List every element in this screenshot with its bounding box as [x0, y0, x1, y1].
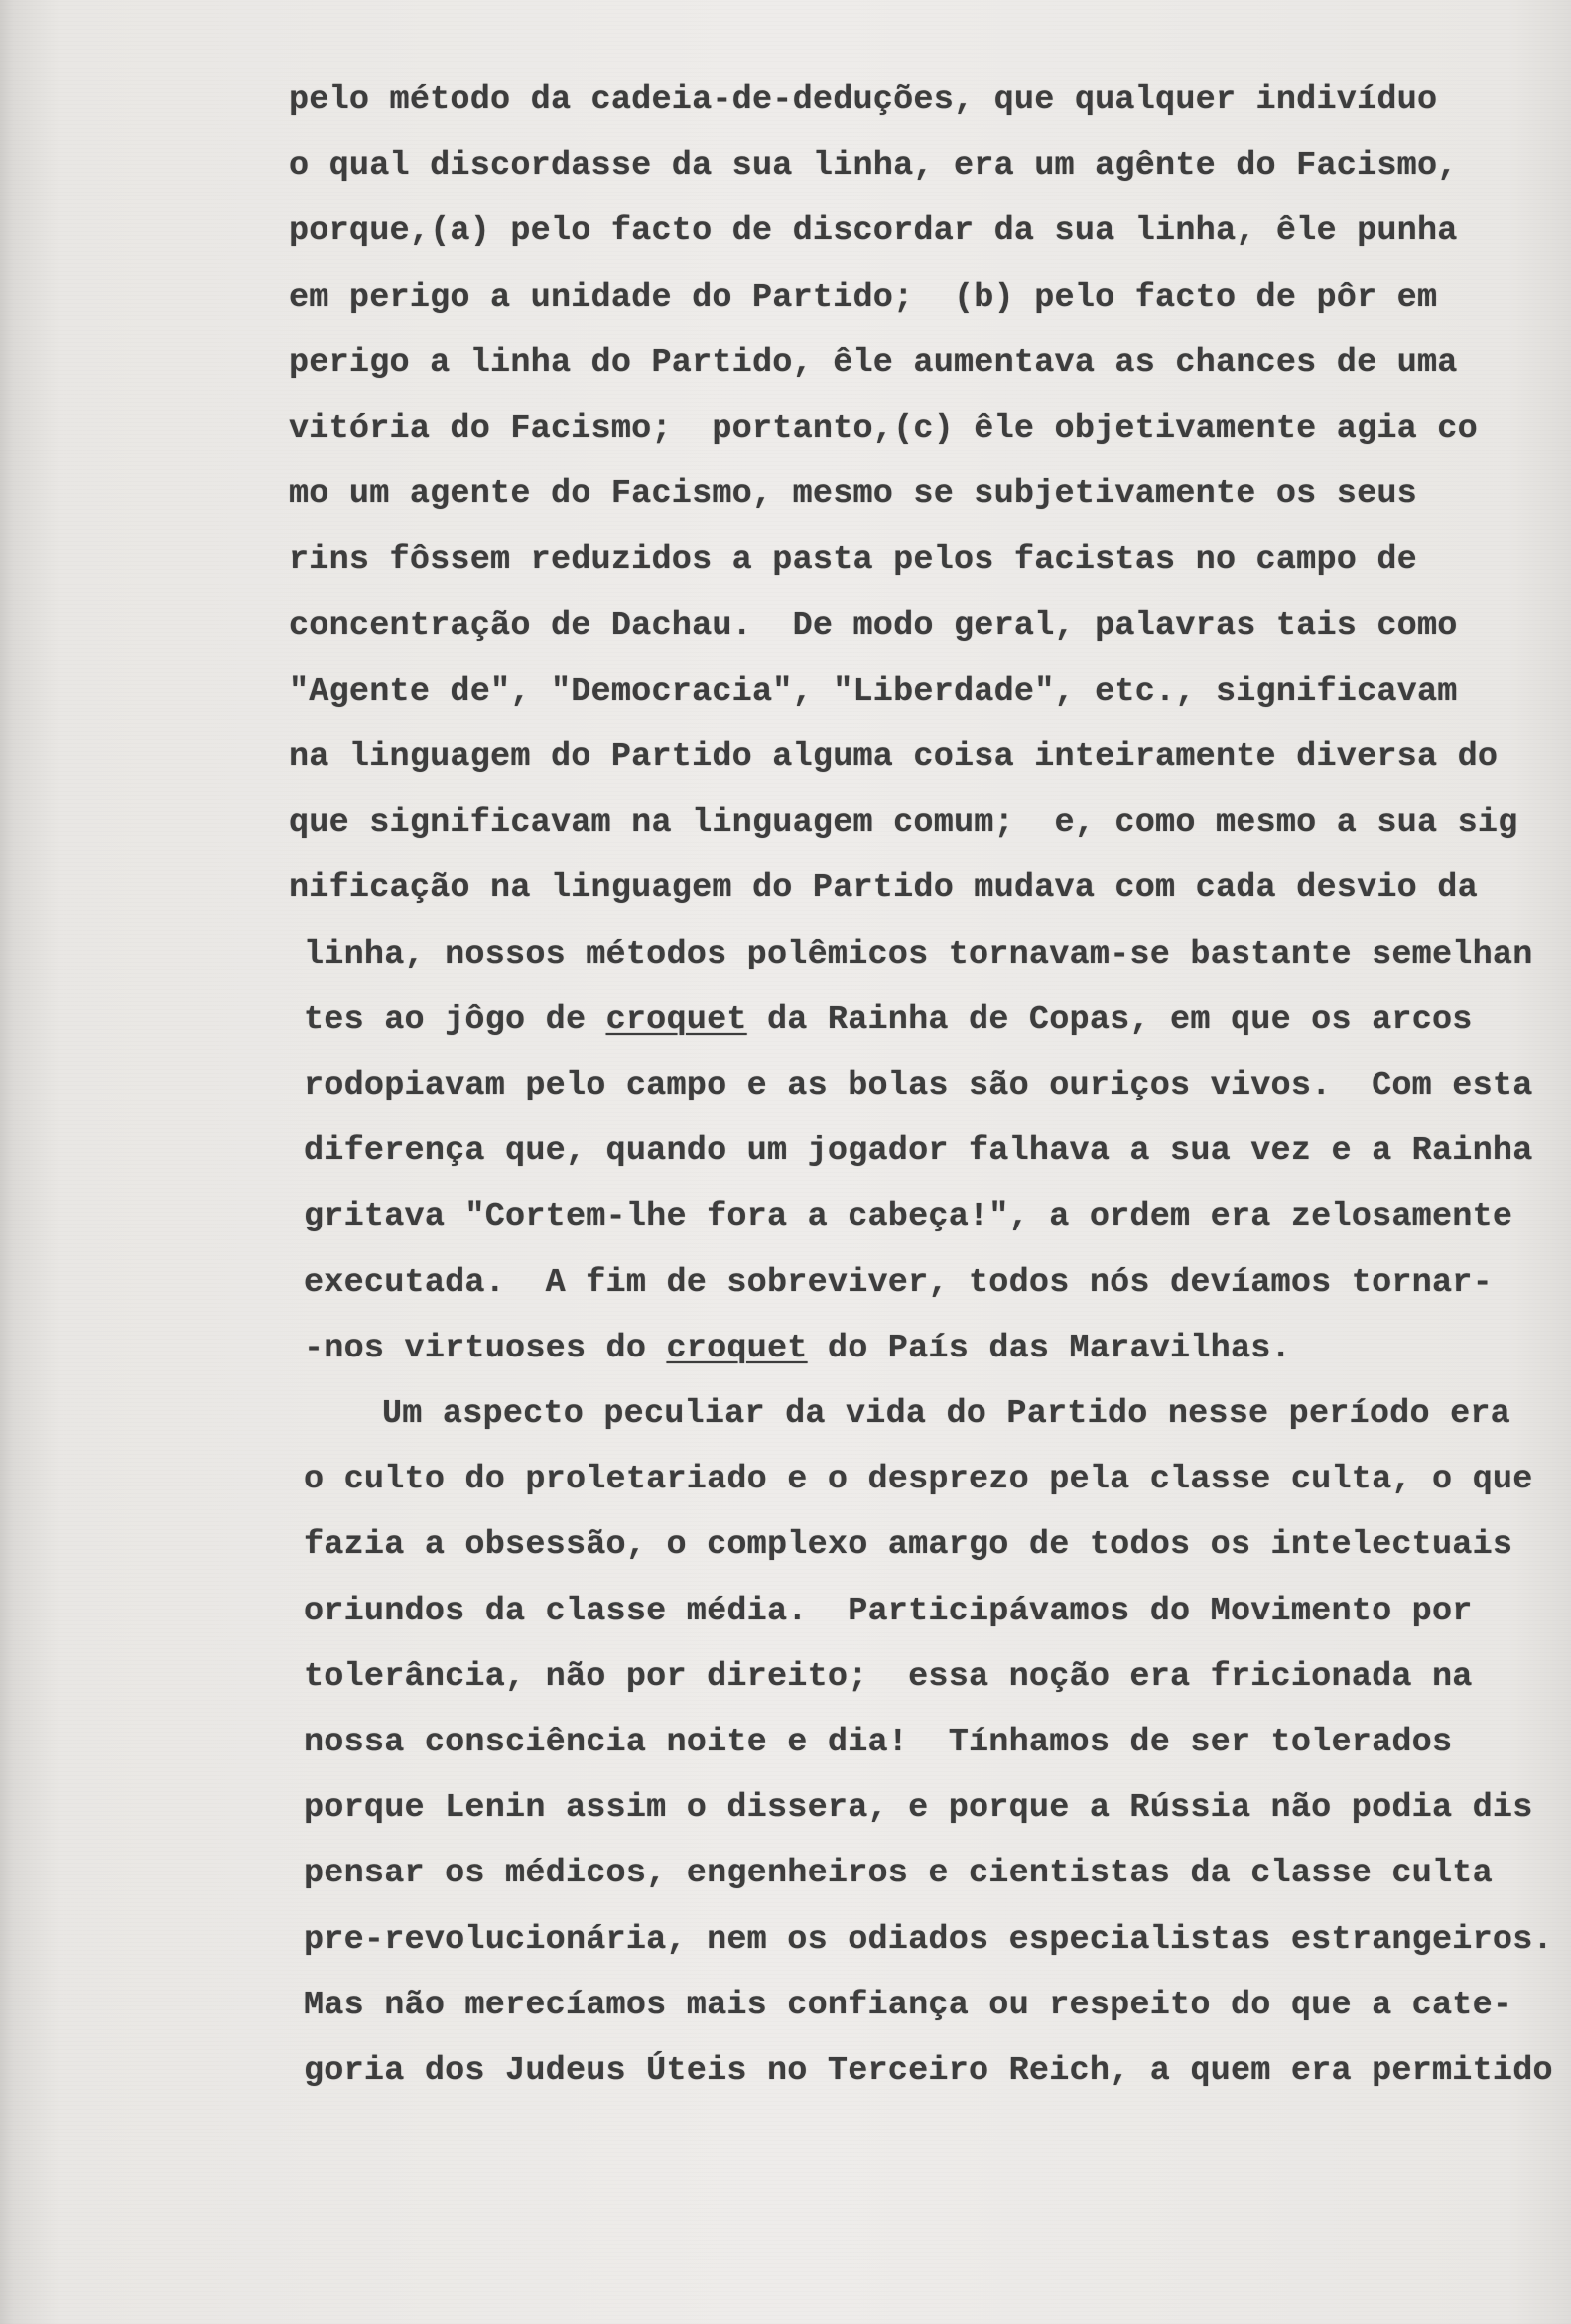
text-segment: o culto do proletariado e o desprezo pela classe culta, o que [304, 1461, 1533, 1499]
text-line [304, 922, 1533, 987]
text-segment: pelo método da cadeia-de-deduções, que qualquer indivíduo [289, 81, 1438, 119]
text-segment: tes ao jôgo de [304, 1000, 606, 1039]
text-segment: porque,(a) pelo facto de discordar da sua linha, êle punha [289, 212, 1458, 251]
text-line [304, 1447, 1533, 1512]
text-line [289, 330, 1458, 396]
text-line [289, 396, 1478, 461]
text-line [289, 659, 1458, 724]
text-segment: goria dos Judeus Úteis no Terceiro Reich, a quem era permitido [304, 2052, 1553, 2090]
text-line [289, 855, 1478, 921]
text-line [304, 1250, 1493, 1316]
text-segment: pre-revolucionária, nem os odiados especialistas estrangeiros. [304, 1920, 1553, 1959]
text-segment: executada. A fim de sobreviver, todos nós devíamos tornar- [304, 1263, 1493, 1302]
text-segment: vitória do Facismo; portanto,(c) êle objetivamente agia co [289, 410, 1478, 448]
text-segment: Um aspecto peculiar da vida do Partido nesse período era [382, 1395, 1510, 1433]
text-segment: tolerância, não por direito; essa noção era fricionada na [304, 1657, 1473, 1696]
underlined-word: croquet [666, 1329, 808, 1367]
text-line [304, 2038, 1553, 2104]
text-segment: Mas não merecíamos mais confiança ou respeito do que a cate- [304, 1986, 1513, 2024]
text-line [304, 1644, 1473, 1710]
text-line [304, 1316, 1291, 1381]
text-segment: concentração de Dachau. De modo geral, palavras tais como [289, 606, 1458, 645]
text-line [289, 527, 1417, 592]
underlined-word: croquet [605, 1000, 747, 1039]
text-segment: pensar os médicos, engenheiros e cientistas da classe culta [304, 1855, 1493, 1893]
text-line [382, 1381, 1510, 1447]
text-segment: da Rainha de Copas, em que os arcos [746, 1000, 1473, 1039]
text-segment: linha, nossos métodos polêmicos tornavam-se bastante semelhan [304, 935, 1533, 973]
text-segment: o qual discordasse da sua linha, era um agênte do Facismo, [289, 147, 1458, 186]
text-segment: diferença que, quando um jogador falhava a sua vez e a Rainha [304, 1132, 1533, 1171]
text-segment: nossa consciência noite e dia! Tínhamos de ser tolerados [304, 1724, 1453, 1761]
text-line [304, 1579, 1473, 1644]
text-segment: porque Lenin assim o dissera, e porque a Rússia não podia dis [304, 1789, 1533, 1828]
text-line [304, 1841, 1493, 1906]
text-segment: perigo a linha do Partido, êle aumentava as chances de uma [289, 343, 1458, 382]
text-segment: fazia a obsessão, o complexo amargo de todos os intelectuais [304, 1526, 1513, 1565]
text-segment: rodopiavam pelo campo e as bolas são ouriços vivos. Com esta [304, 1067, 1533, 1104]
text-line [304, 987, 1473, 1053]
text-segment: -nos virtuoses do [304, 1329, 667, 1367]
text-line [304, 1973, 1512, 2038]
text-line [304, 1710, 1452, 1775]
text-line [304, 1907, 1553, 1973]
text-segment: gritava "Cortem-lhe fora a cabeça!", a ordem era zelosamente [304, 1198, 1513, 1236]
text-line [289, 67, 1437, 133]
text-line [304, 1775, 1533, 1841]
text-segment: que significavam na linguagem comum; e, como mesmo a sua sig [289, 804, 1518, 842]
text-line [304, 1118, 1533, 1184]
text-segment: mo um agente do Facismo, mesmo se subjetivamente os seus [289, 475, 1417, 514]
text-line [289, 593, 1458, 659]
text-line [304, 1512, 1512, 1578]
text-segment: oriundos da classe média. Participávamos do Movimento por [304, 1592, 1473, 1630]
text-segment: do País das Maravilhas. [807, 1329, 1291, 1367]
text-segment: em perigo a unidade do Partido; (b) pelo facto de pôr em [289, 278, 1438, 317]
text-line [289, 133, 1458, 198]
text-line [289, 265, 1437, 330]
text-line [289, 724, 1498, 790]
text-segment: nificação na linguagem do Partido mudava com cada desvio da [289, 869, 1478, 908]
text-line [304, 1184, 1512, 1249]
text-line [304, 1053, 1533, 1118]
text-segment: na linguagem do Partido alguma coisa inteiramente diversa do [289, 738, 1499, 776]
text-line [289, 198, 1458, 264]
text-line [289, 790, 1518, 855]
text-segment: rins fôssem reduzidos a pasta pelos facistas no campo de [289, 541, 1417, 580]
text-line [289, 461, 1417, 527]
text-segment: "Agente de", "Democracia", "Liberdade", etc., significavam [289, 672, 1458, 710]
